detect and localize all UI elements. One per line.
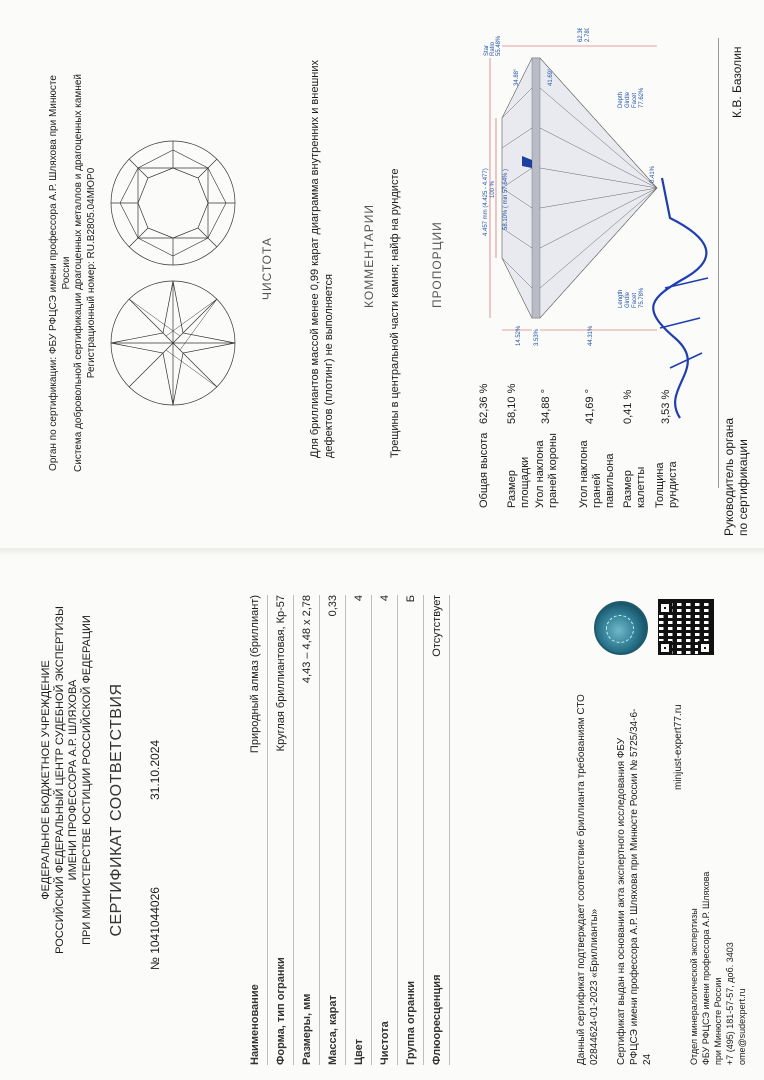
proportions-diagram	[482, 28, 662, 348]
row-value: 0,33	[327, 595, 339, 617]
header-line: ПРИ МИНИСТЕРСТВЕ ЮСТИЦИИ РОССИЙСКОЙ ФЕДЕРАЦИИ	[80, 615, 93, 945]
signer-name: К.В. Базолин	[730, 46, 744, 118]
institution-header	[40, 600, 94, 960]
diagram-depth-mm: 2.780 mm	[585, 28, 591, 42]
table-row	[375, 595, 398, 1065]
table-row	[323, 595, 346, 1065]
prop-label: Размер калетты	[622, 466, 647, 508]
website[interactable]: minjust-expert77.ru	[673, 704, 684, 790]
dept-line: ФБУ РФЦСЭ имени профессора А.Р. Шляхова	[701, 871, 711, 1065]
diagram-crown-angle: 34.88°	[514, 68, 520, 86]
table-row	[245, 595, 268, 1065]
page-fold	[0, 548, 764, 560]
clarity-diagram-crown	[108, 138, 238, 268]
diagram-table: 58.10% ( min 57.64% )	[503, 168, 509, 230]
table-row	[297, 595, 320, 1065]
dept-email[interactable]: ome@sudexpert.ru	[737, 988, 747, 1065]
header-line: ИМЕНИ ПРОФЕССОРА А.Р. ШЛЯХОВА	[67, 679, 79, 881]
row-label: Масса, карат	[327, 995, 339, 1065]
certificate-number: № 1041044026	[148, 887, 162, 970]
diagram-depth-pct: 62.36%	[578, 28, 584, 42]
clarity-diagram-pavilion	[108, 278, 238, 408]
row-value: 4,43 – 4,48 x 2,78	[301, 595, 313, 684]
row-label: Флюоресценция	[431, 974, 443, 1065]
prop-value: 58,10 %	[506, 383, 518, 424]
prop-label: Угол наклона граней короны	[534, 433, 559, 508]
diagram-pavilion-depth: 44.31%	[588, 325, 594, 346]
row-label: Наименование	[249, 984, 261, 1065]
dept-line: Отдел минералогической экспертизы	[689, 908, 699, 1065]
row-label: Размеры, мм	[301, 993, 313, 1065]
organ-line: Орган по сертификации: ФБУ РФЦСЭ имени профессора А.Р. Шляхова при Минюсте России	[48, 75, 72, 471]
diagram-facet-label: Facet	[632, 92, 638, 108]
issued-basis-text: Сертификат выдан на основании акта экспертного исследования ФБУ РФЦСЭ имени профессора А.Р. Шляхова при Минюсте России № 5725/34-6-24	[616, 708, 653, 1065]
row-label: Форма, тип огранки	[275, 957, 287, 1065]
header-line: РОССИЙСКИЙ ФЕДЕРАЛЬНЫЙ ЦЕНТР СУДЕБНОЙ ЭКСПЕРТИЗЫ	[53, 606, 66, 954]
certification-body-info	[48, 58, 98, 488]
prop-value: 34,88 °	[540, 389, 552, 424]
diagram-girdle: 3.53%	[534, 328, 540, 346]
qr-code[interactable]	[658, 601, 712, 655]
diagram-depth-facet: 77.62%	[639, 87, 645, 108]
certificate-title: СЕРТИФИКАТ СООТВЕТСТВИЯ	[108, 683, 125, 937]
diagram-length-value: 75.78%	[639, 287, 645, 308]
diagram-length-girdle: Girdle	[625, 291, 631, 308]
diagram-ratio-label: Ratio	[490, 41, 496, 56]
header-line: ФЕДЕРАЛЬНОЕ БЮДЖЕТНОЕ УЧРЕЖДЕНИЕ	[40, 660, 52, 900]
prop-value: 0,41 %	[622, 389, 634, 424]
signature-line	[718, 38, 719, 488]
prop-label: Общая высота	[478, 432, 490, 508]
organ-line: Система добровольной сертификации драгоценных металлов и драгоценных камней	[73, 74, 84, 472]
prop-label: Толщина рундиста	[654, 461, 679, 508]
row-value: 4	[379, 595, 391, 602]
certificate-front-page	[0, 560, 764, 1080]
table-row	[427, 595, 450, 1065]
row-value: Круглая бриллиантовая, Кр-57	[275, 595, 287, 752]
row-value: Природный алмаз (бриллиант)	[249, 595, 261, 754]
diagram-star-label: Star	[484, 44, 490, 56]
proportions-title: ПРОПОРЦИИ	[430, 221, 444, 308]
prop-value: 41,69 °	[584, 389, 596, 424]
row-value: Б	[405, 595, 417, 603]
diagram-star-ratio: 55.48%	[496, 35, 502, 56]
certificate-date: 31.10.2024	[148, 739, 162, 800]
comments-text: Трещины в центральной части камня; найф на рундисте	[389, 168, 401, 458]
row-label: Цвет	[353, 1038, 365, 1065]
signer-role: Руководитель органа по сертификации	[722, 417, 750, 536]
diagram-pavilion-angle: 41.69°	[548, 68, 554, 86]
table-row	[271, 595, 294, 1065]
row-value: Отсутствует	[431, 595, 443, 657]
signature	[640, 148, 720, 428]
prop-value: 3,53 %	[660, 389, 672, 424]
plotting-note: Для бриллиантов массой менее 0,99 карат диаграмма внутренних и внешних дефектов (плотинг) не выполняется	[309, 60, 335, 458]
diagram-length-label: Length	[618, 289, 624, 308]
prop-label: Угол наклона граней павильона	[578, 440, 616, 508]
dept-phone: +7 (495) 181-57-57, доб. 3403	[725, 942, 735, 1065]
diagram-depth-label: Depth	[618, 91, 624, 108]
prop-value: 62,36 %	[478, 383, 490, 424]
prop-label: Размер площадки	[506, 456, 531, 508]
department-contacts	[688, 805, 748, 1065]
row-label: Группа огранки	[405, 980, 417, 1065]
dept-line: при Минюсте России	[713, 977, 723, 1065]
row-label: Чистота	[379, 1021, 391, 1065]
comments-title: КОММЕНТАРИИ	[362, 203, 376, 308]
row-value: 4	[353, 595, 365, 602]
certification-seal	[594, 601, 648, 655]
clarity-title: ЧИСТОТА	[260, 237, 274, 300]
diagram-hundred: 100 %	[490, 180, 496, 198]
diagram-length-facet: Facet	[632, 292, 638, 308]
diagram-crown-height: 14.52%	[516, 325, 522, 346]
table-row	[401, 595, 424, 1065]
diagram-dims: 4.457 mm (4.425 - 4.477)	[483, 168, 489, 236]
seal-icon	[594, 601, 648, 655]
diagram-culet: 0.41%	[650, 165, 656, 183]
diagram-girdle-label: Girdle	[625, 91, 631, 108]
table-row	[349, 595, 372, 1065]
conformity-text: Данный сертификат подтверждает соответствие бриллианта требованиям СТО 02844624-01-2023 «Бриллианты»	[576, 694, 600, 1065]
organ-line: Регистрационный номер: RU.B2805.04МЮР0	[85, 167, 97, 379]
